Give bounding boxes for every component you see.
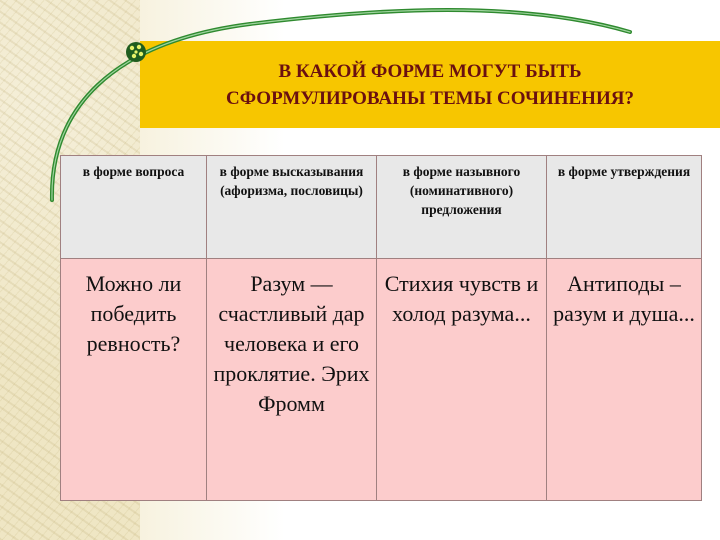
cell-aphorism: Разум — счастливый дар человека и его проклятие. Эрих Фромм <box>207 259 377 501</box>
cell-nominative: Стихия чувств и холод разума... <box>377 259 547 501</box>
header-question: в форме вопроса <box>61 156 207 259</box>
cell-question: Можно ли победить ревность? <box>61 259 207 501</box>
cell-statement: Антиподы – разум и душа... <box>547 259 702 501</box>
title-line-1: В КАКОЙ ФОРМЕ МОГУТ БЫТЬ <box>278 60 582 82</box>
header-statement: в форме утверждения <box>547 156 702 259</box>
themes-table <box>60 155 702 501</box>
table-row <box>61 259 702 501</box>
title-line-2: СФОРМУЛИРОВАНЫ ТЕМЫ СОЧИНЕНИЯ? <box>226 87 634 109</box>
header-nominative: в форме назывного (номинативного) предложения <box>377 156 547 259</box>
title-banner <box>140 41 720 128</box>
table-header-row <box>61 156 702 259</box>
header-aphorism: в форме высказывания (афоризма, пословицы) <box>207 156 377 259</box>
